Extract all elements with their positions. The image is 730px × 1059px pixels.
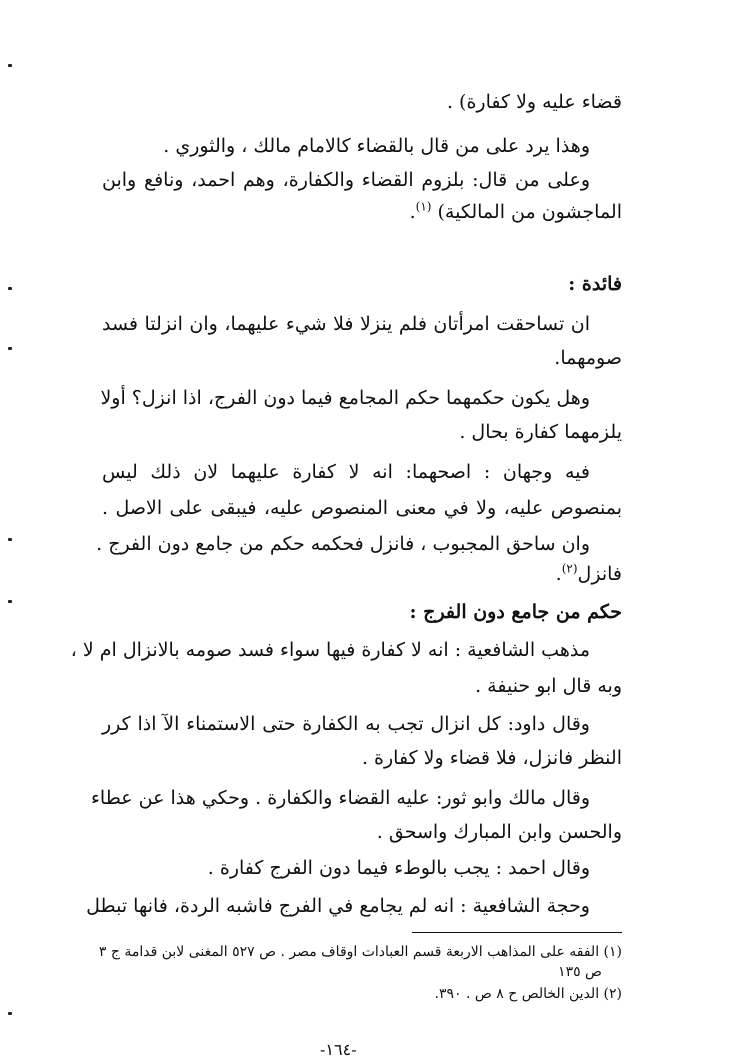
- text-line: النظر فانزل، فلا قضاء ولا كفارة .: [361, 747, 622, 769]
- footnote-2: (٢) الدين الخالص ح ٨ ص . ٣٩٠.: [434, 986, 622, 1002]
- section-heading-contact: حكم من جامع دون الفرج :: [409, 601, 622, 623]
- text-line: وقال احمد : يجب بالوطء فيما دون الفرج كفارة .: [207, 857, 590, 879]
- text-line-part: .: [409, 201, 416, 223]
- margin-mark: [8, 1012, 12, 1015]
- text-line: فيه وجهان : اصحهما: انه لا كفارة عليهما لان ذلك ليس: [102, 461, 590, 483]
- margin-mark: [8, 64, 12, 67]
- text-line-part: فانزل: [577, 563, 622, 585]
- text-line-part: الماجشون من المالكية): [437, 201, 622, 223]
- text-line: مذهب الشافعية : انه لا كفارة فيها سواء فسد صومه بالانزال ام لا ،: [70, 639, 590, 661]
- text-line: [102, 560, 622, 588]
- margin-mark: [8, 600, 12, 603]
- margin-mark: [8, 287, 12, 290]
- footnote-1-continued: ص ١٣٥: [558, 964, 602, 980]
- text-line: وهذا يرد على من قال بالقضاء كالامام مالك ، والثوري .: [163, 135, 590, 157]
- text-line: وان ساحق المجبوب ، فانزل فحكمه حكم من جامع دون الفرج .: [96, 533, 590, 555]
- margin-mark: [8, 347, 12, 350]
- text-line: يلزمهما كفارة بحال .: [459, 421, 622, 443]
- text-line: وقال داود: كل انزال تجب به الكفارة حتى الاستمناء الآ اذا كرر: [102, 713, 590, 735]
- footnote-ref-2: (٢): [561, 561, 578, 576]
- footnote-divider: [412, 932, 622, 933]
- text-line: صومهما.: [554, 347, 622, 369]
- text-line: قضاء عليه ولا كفارة) .: [446, 91, 622, 113]
- text-line: وهل يكون حكمهما حكم المجامع فيما دون الفرج، اذا انزل؟ أولا: [100, 387, 590, 409]
- margin-mark: [8, 538, 12, 541]
- text-line-part: .: [555, 563, 562, 585]
- footnote-1: (١) الفقه على المذاهب الاربعة قسم العبادات اوقاف مصر . ص ٥٢٧ المغنى لابن قدامة ج ٣: [98, 944, 622, 960]
- text-line: وبه قال ابو حنيفة .: [475, 675, 622, 697]
- page-number: -١٦٤-: [320, 1040, 357, 1059]
- section-heading-benefit: فائدة :: [568, 273, 622, 295]
- text-line: ان تساحقت امرأتان فلم ينزلا فلا شيء عليهما، وان انزلتا فسد: [102, 313, 590, 335]
- text-line: [102, 198, 622, 226]
- text-line: بمنصوص عليه، ولا في معنى المنصوص عليه، فيبقى على الاصل .: [102, 497, 622, 519]
- text-line: والحسن وابن المبارك واسحق .: [376, 821, 622, 843]
- text-line: وقال مالك وابو ثور: عليه القضاء والكفارة . وحكي هذا عن عطاء: [91, 787, 590, 809]
- footnote-ref-1: (١): [415, 199, 432, 214]
- text-line: وعلى من قال: بلزوم القضاء والكفارة، وهم احمد، ونافع وابن: [102, 169, 590, 191]
- text-line: وحجة الشافعية : انه لم يجامع في الفرج فاشبه الردة، فانها تبطل: [86, 895, 590, 917]
